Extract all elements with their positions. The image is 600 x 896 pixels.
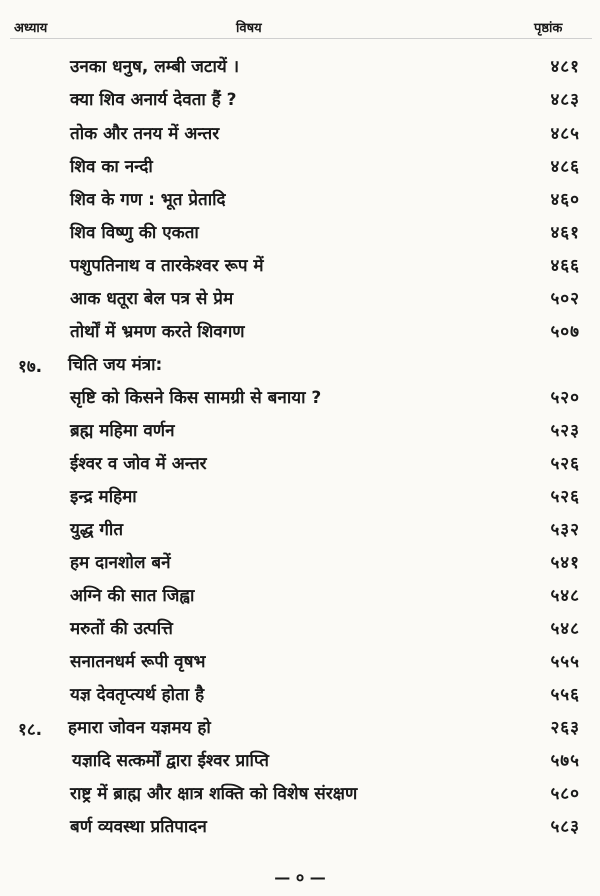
topic-title: उनका धनुष, लम्बी जटायें ।: [70, 57, 240, 77]
topic-title: शिव विष्णु की एकता: [70, 223, 199, 243]
topic-title: युद्ध गीत: [70, 520, 124, 540]
page-number: ५४८: [550, 586, 580, 606]
page-number: ५४१: [550, 553, 580, 573]
toc-row: [0, 315, 600, 347]
page-number: ५२३: [550, 421, 580, 441]
page-number: ५५५: [550, 652, 580, 672]
page-number: ४६०: [550, 190, 580, 210]
toc-row: [0, 249, 600, 281]
page-number: ४८३: [550, 90, 580, 110]
toc-row: [0, 546, 600, 578]
toc-row: [0, 183, 600, 215]
topic-title: यज्ञादि सत्कर्मों द्वारा ईश्वर प्राप्ति: [72, 751, 269, 771]
toc-row: [0, 711, 600, 743]
topic-title: तोक और तनय में अन्तर: [70, 124, 220, 144]
toc-row: [0, 216, 600, 248]
chapter-number: १८.: [18, 720, 43, 740]
page-number: ४६१: [550, 223, 580, 243]
page-number: ४८१: [550, 57, 580, 77]
topic-title: यज्ञ देवतृप्त्यर्थ होता है: [70, 685, 205, 705]
header-divider: [10, 38, 592, 39]
page-number: ४८६: [550, 157, 580, 177]
toc-row: [0, 414, 600, 446]
page-number: २६३: [550, 718, 580, 738]
topic-title: इन्द्र महिमा: [70, 487, 137, 507]
topic-title: आक धतूरा बेल पत्र से प्रेम: [70, 289, 234, 309]
page-number: ५२६: [550, 487, 580, 507]
page-footer: — ० —: [274, 868, 326, 887]
topic-title: ब्रह्म महिमा वर्णन: [70, 421, 175, 441]
page-number: ५२०: [550, 388, 580, 408]
page-number: ४६६: [550, 256, 580, 276]
toc-row: [0, 447, 600, 479]
chapter-title: हमारा जोवन यज्ञमय हो: [68, 718, 211, 738]
page-number: ५३२: [550, 520, 580, 540]
topic-title: हम दानशोल बनें: [70, 553, 171, 573]
page-number: ५०७: [550, 322, 580, 342]
page-number: ५४८: [550, 619, 580, 639]
topic-title: बर्ण व्यवस्था प्रतिपादन: [70, 817, 207, 837]
toc-row: [0, 282, 600, 314]
header-chapter: अध्याय: [14, 21, 48, 36]
header-subject: विषय: [236, 21, 262, 36]
page-number: ५०२: [550, 289, 580, 309]
toc-row: [0, 480, 600, 512]
topic-title: राष्ट्र में ब्राह्म और क्षात्र शक्ति को विशेष संरक्षण: [70, 784, 358, 804]
toc-row: [0, 810, 600, 842]
toc-row: [0, 83, 600, 115]
toc-row: [0, 645, 600, 677]
toc-row: [0, 513, 600, 545]
toc-row: [0, 678, 600, 710]
toc-row: [0, 579, 600, 611]
header-page: पृष्ठांक: [534, 21, 563, 36]
topic-title: ईश्वर व जोव में अन्तर: [70, 454, 207, 474]
toc-row: [0, 777, 600, 809]
topic-title: सनातनधर्म रूपी वृषभ: [70, 652, 206, 672]
page-number: ५७५: [550, 751, 580, 771]
topic-title: तोर्थों में भ्रमण करते शिवगण: [70, 322, 245, 342]
toc-row: [0, 612, 600, 644]
page-number: ५२६: [550, 454, 580, 474]
toc-row: [0, 381, 600, 413]
topic-title: क्या शिव अनार्य देवता हैं ?: [70, 90, 237, 110]
topic-title: अग्नि की सात जिह्वा: [70, 586, 195, 606]
topic-title: पशुपतिनाथ व तारकेश्वर रूप में: [70, 256, 264, 276]
page-number: ५८३: [550, 817, 580, 837]
toc-row: [0, 744, 600, 776]
chapter-title: चिति जय मंत्रा:: [68, 355, 163, 375]
topic-title: सृष्टि को किसने किस सामग्री से बनाया ?: [70, 388, 322, 408]
topic-title: मरुतों की उत्पत्ति: [70, 619, 173, 639]
topic-title: शिव का नन्दी: [70, 157, 153, 177]
toc-row: [0, 117, 600, 149]
toc-row: [0, 150, 600, 182]
page-number: ५५६: [550, 685, 580, 705]
toc-row: [0, 50, 600, 82]
chapter-number: १७.: [18, 357, 43, 377]
page-number: ४८५: [550, 124, 580, 144]
toc-row: [0, 348, 600, 380]
topic-title: शिव के गण : भूत प्रेतादि: [70, 190, 226, 210]
page-number: ५८०: [550, 784, 580, 804]
